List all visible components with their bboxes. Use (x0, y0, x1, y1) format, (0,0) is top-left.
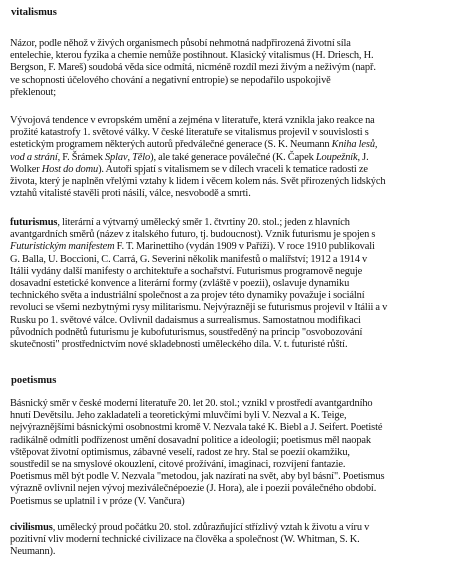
paragraph-civilismus (10, 522, 446, 559)
text-run: původních podnětů futurismu je kubofuturismus, soustředěný na princip "osvobozování (10, 326, 363, 338)
text-line (10, 188, 446, 200)
text-run: pozitivní vliv moderní technické civilizace na člověka a společnost (W. Whitman, S. K. (10, 534, 360, 546)
text-run: Básnický směr v české moderní literatuře 20. let 20. stol.; vznikl v prostředí avantgardního (10, 398, 373, 409)
text-run: , umělecký proud počátku 20. stol. zdůrazňující střízlivý vztah k životu a víru v (52, 522, 370, 533)
text-run: hnutí Devětsilu. Jeho zakladateli a teoretickými mluvčími byli V. Nezval a K. Teige, (10, 410, 347, 422)
text-line (10, 62, 446, 74)
text-run: Názor, podle něhož v živých organismech působí nehmotná nadpřirozená životní síla (10, 38, 351, 49)
text-line (10, 398, 446, 410)
text-run: Rusku po 1. světové válce. Ovlivnil dadaismus a surrealismus. Samostatnou modifikaci (10, 314, 361, 326)
text-run: estetickým programem některých autorů předválečné generace (S. K. Neumann (10, 139, 332, 151)
text-line (10, 290, 446, 302)
text-run: ve schopnosti účelového chování a negativní entropie) se nepodařilo uspokojivě (10, 74, 331, 86)
text-run: radikálně odmítli podřízenost umění dosavadní politice a ideologii; poetismus měl naopak (10, 434, 372, 446)
text-line (10, 139, 446, 151)
text-line (10, 164, 446, 176)
text-run: vztahů vitalisté stavěli proti násilí, válce, nesvobodě a smrti. (10, 188, 251, 200)
text-line (10, 435, 446, 447)
text-line (10, 127, 446, 139)
text-line (10, 339, 446, 351)
text-run: Vývojová tendence v evropském umění a zejména v literatuře, která vznikla jako reakce na (10, 115, 375, 126)
work-title: Futuristickým manifestem (10, 241, 115, 253)
text-run: entelechie, kterou fyzika a chemie nemůže postihnout. Klasický vitalismus (H. Driesch, H. (10, 50, 374, 62)
term-heading-poetismus: poetismus (11, 375, 57, 386)
text-run: Itálii vydány další manifesty o architektuře a sochařství. Futurismus programově neguje (10, 265, 363, 277)
text-line (10, 75, 446, 87)
text-line (10, 315, 446, 327)
text-line (10, 217, 446, 229)
text-line (10, 254, 446, 266)
text-line (10, 422, 446, 434)
text-run: Neumann). (10, 546, 56, 558)
term-inline-heading: futurismus (10, 217, 58, 228)
work-title: Splav (104, 151, 128, 163)
text-run: Wolker (10, 163, 42, 175)
work-title: Host do domu (41, 163, 99, 175)
text-run: Bergson, F. Mareš) soudobá věda sice odmítá, nicméně rozdíl mezi živým a neživým (např. (10, 62, 376, 74)
text-line (10, 266, 446, 278)
text-line (10, 459, 446, 471)
text-line (10, 447, 446, 459)
text-line (10, 483, 446, 495)
text-line (10, 115, 446, 127)
text-run: Poetismus se uplatnil i v próze (V. Vančura) (10, 495, 185, 507)
text-line (10, 327, 446, 339)
text-line (10, 471, 446, 483)
text-run: skutečnosti" prostřednictvím nové skladebnosti uměleckého díla. V. t. futuristé růští. (10, 339, 348, 351)
paragraph-futurismus (10, 217, 446, 351)
paragraph-vitalismus-literature (10, 115, 446, 200)
text-line (10, 278, 446, 290)
text-run: ), ale také generace poválečné (K. Čapek (150, 151, 316, 163)
term-heading-vitalismus: vitalismus (11, 7, 57, 18)
text-line (10, 496, 446, 508)
text-line (10, 152, 446, 164)
text-run: revoluci se všemi nezbytnými rysy militarismu. Nejvýrazněji se futurismus projevil v Itálii a v (10, 302, 388, 314)
text-line (10, 87, 446, 99)
text-run: G. Balla, U. Boccioni, C. Carrá, G. Severini několik manifestů o malířství; 1912 a 1914 v (10, 253, 368, 265)
text-line (10, 522, 446, 534)
text-line (10, 546, 446, 558)
work-title: Tělo (132, 151, 151, 163)
term-inline-heading: civilismus (10, 522, 53, 533)
text-run: technického světa a industriální společnost a za projev této dynamiky považuje i sociální (10, 290, 365, 302)
text-run: , (127, 151, 133, 163)
text-run: výrazně ovlivnil nejen vývoj meziválečnépoezie (J. Hora), ale i poezii poválečného období. (10, 483, 377, 495)
work-title: vod a strání (10, 151, 58, 163)
text-run: nejvýraznějšími básnickými osobnostmi kromě V. Nezvala také K. Biebl a J. Seifert. Poetisté (10, 422, 383, 434)
text-run: života, který je naplněn vřelými vztahy k lidem i věcem kolem nás. Svět přirozených lidských (10, 176, 386, 188)
text-line (10, 38, 446, 50)
paragraph-poetismus (10, 398, 446, 508)
work-title: Kniha lesů, (331, 139, 378, 151)
text-line (10, 534, 446, 546)
text-run: , F. Šrámek (57, 151, 105, 163)
text-run: avantgardních směrů (název z italského futuro, tj. budoucnost). Vznik futurismu je spojen s (10, 229, 376, 241)
text-line (10, 302, 446, 314)
text-run: soustředil se na smyslové okouzlení, citové prožívání, imaginaci, rozvíjení fantazie. (10, 459, 346, 471)
text-run: F. T. Marinettiho (vydán 1909 v Paříži). V roce 1910 publikovali (114, 241, 375, 253)
text-run: prožité katastrofy 1. světové války. V české literatuře se vitalismus projevil v souvislosti s (10, 127, 369, 139)
text-run: překlenout; (10, 86, 57, 98)
text-run: Poetismus měl být podle V. Nezvala "metodou, jak nazírati na svět, aby byl básní". Poetismus (10, 471, 385, 483)
text-run: vštěpovat životní optimismus, zábavné veselí, radost ze hry. Stal se poezií okamžiku, (10, 446, 350, 458)
text-run: dosavadní estetické konvence a literární formy (zvláště v poezii), oslavuje dynamiku (10, 278, 350, 290)
text-run: , literární a výtvarný umělecký směr 1. čtvrtiny 20. stol.; jeden z hlavních (57, 217, 350, 228)
text-line (10, 50, 446, 62)
text-run: , J. (357, 151, 369, 163)
text-line (10, 176, 446, 188)
work-title: Loupežník (315, 151, 358, 163)
text-line (10, 229, 446, 241)
text-line (10, 410, 446, 422)
paragraph-vitalismus-definition (10, 38, 446, 99)
text-line (10, 241, 446, 253)
text-run: ). Autoři spjatí s vitalismem se v dílech vraceli k tematice radosti ze (98, 163, 368, 175)
